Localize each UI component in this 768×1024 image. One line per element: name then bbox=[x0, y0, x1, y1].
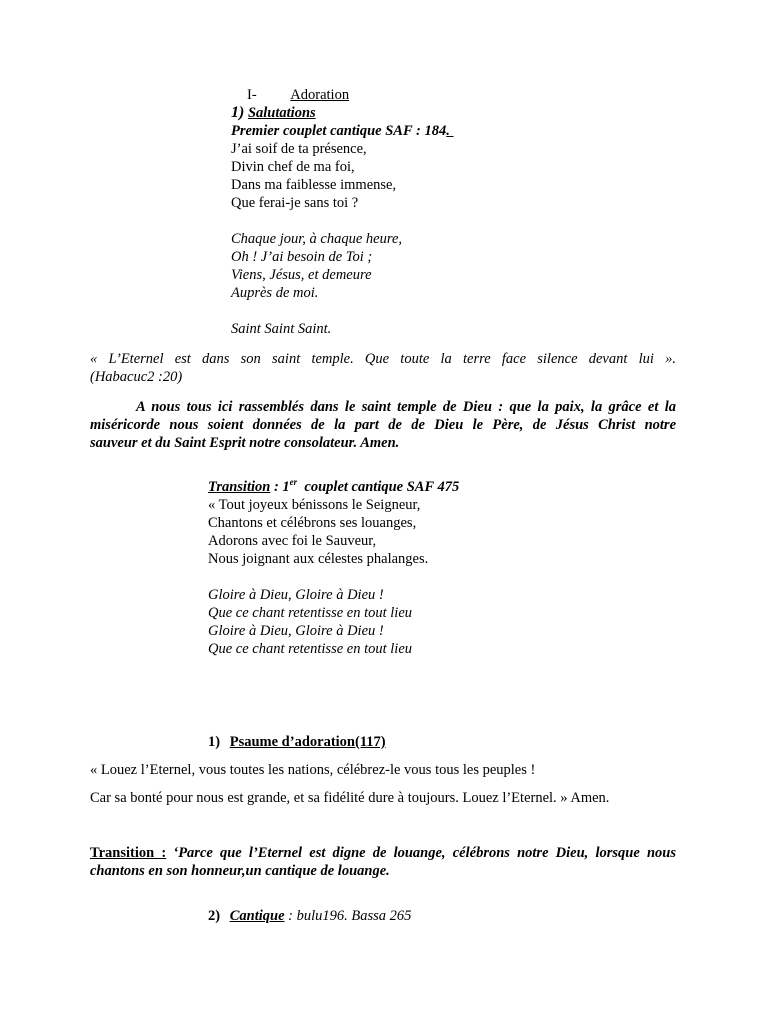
transition2-text-1: ‘Parce que l’Eternel est digne de louange, célébrons notre Dieu, lorsque nous bbox=[166, 845, 676, 861]
section-numeral: I- bbox=[247, 87, 257, 103]
transition1-sep: : 1 bbox=[270, 479, 290, 495]
transition1-verse-line: « Tout joyeux bénissons le Seigneur, bbox=[208, 497, 421, 513]
salutations-number: 1) bbox=[231, 104, 245, 121]
hymn-ref-text: Premier couplet cantique SAF : 184 bbox=[231, 123, 447, 139]
psaume-line-2: Car sa bonté pour nous est grande, et sa fidélité dure à toujours. Louez l’Eternel. » Amen. bbox=[90, 790, 610, 806]
habacuc-line-2: (Habacuc2 :20) bbox=[90, 369, 183, 385]
chorus-line: Viens, Jésus, et demeure bbox=[231, 267, 372, 283]
transition1-label-t: T bbox=[208, 479, 217, 495]
transition1-label-rest: ransition bbox=[216, 479, 271, 495]
cantique-heading bbox=[208, 907, 411, 925]
transition1-chorus-line: Gloire à Dieu, Gloire à Dieu ! bbox=[208, 587, 384, 603]
greeting-line-1: A nous tous ici rassemblés dans le saint temple de Dieu : que la paix, la grâce et la bbox=[136, 399, 676, 415]
verse1-line: Que ferai-je sans toi ? bbox=[231, 195, 359, 211]
psaume-line-1: « Louez l’Eternel, vous toutes les nations, célébrez-le vous tous les peuples ! bbox=[90, 762, 536, 778]
saint-line: Saint Saint Saint. bbox=[231, 321, 332, 337]
transition2-label: Transition : bbox=[90, 845, 167, 861]
transition1-chorus-line: Que ce chant retentisse en tout lieu bbox=[208, 641, 413, 657]
psaume-heading bbox=[208, 733, 386, 751]
transition1-verse-line: Chantons et célébrons ses louanges, bbox=[208, 515, 417, 531]
verse1-line: J’ai soif de ta présence, bbox=[231, 141, 367, 157]
transition1-chorus-line: Que ce chant retentisse en tout lieu bbox=[208, 605, 413, 621]
salutations-heading bbox=[231, 104, 453, 122]
transition1-verse-line: Adorons avec foi le Sauveur, bbox=[208, 533, 377, 549]
transition2-line-2: chantons en son honneur,un cantique de louange. bbox=[90, 863, 390, 879]
habacuc-quote bbox=[90, 350, 676, 386]
psaume-title: Psaume d’adoration(117) bbox=[229, 734, 386, 750]
salutations-title: Salutations bbox=[247, 105, 316, 121]
transition1-block bbox=[208, 478, 459, 658]
psaume-number: 1) bbox=[208, 734, 221, 750]
cantique-number: 2) bbox=[208, 908, 221, 924]
cantique-text: : bulu196. Bassa 265 bbox=[284, 908, 412, 924]
transition1-chorus-line: Gloire à Dieu, Gloire à Dieu ! bbox=[208, 623, 384, 639]
verse1-line: Divin chef de ma foi, bbox=[231, 159, 355, 175]
section-heading bbox=[247, 86, 349, 104]
transition1-ref: couplet cantique SAF 475 bbox=[297, 479, 460, 495]
chorus-line: Auprès de moi. bbox=[231, 285, 319, 301]
greeting-line-2: miséricorde nous soient données de la part de de Dieu le Père, de Jésus Christ notre bbox=[90, 417, 676, 433]
hymn-ref-dot: . bbox=[446, 123, 450, 139]
transition2-paragraph bbox=[90, 844, 676, 880]
transition2-line-1 bbox=[90, 844, 676, 862]
transition1-verse-line: Nous joignant aux célestes phalanges. bbox=[208, 551, 429, 567]
cantique-label: Cantique bbox=[229, 908, 285, 924]
salutations-hymn-ref bbox=[231, 122, 453, 140]
greeting-line-3: sauveur et du Saint Esprit notre consolateur. Amen. bbox=[90, 435, 400, 451]
habacuc-line-1: « L’Eternel est dans son saint temple. Que toute la terre face silence devant lui ». bbox=[90, 351, 676, 367]
greeting-paragraph bbox=[90, 398, 676, 452]
transition1-sup: er bbox=[289, 477, 298, 488]
chorus-line: Chaque jour, à chaque heure, bbox=[231, 231, 403, 247]
transition1-heading bbox=[208, 478, 459, 496]
salutations-block bbox=[231, 104, 453, 338]
chorus-line: Oh ! J’ai besoin de Toi ; bbox=[231, 249, 373, 265]
verse1-line: Dans ma faiblesse immense, bbox=[231, 177, 397, 193]
section-title: Adoration bbox=[290, 87, 350, 103]
